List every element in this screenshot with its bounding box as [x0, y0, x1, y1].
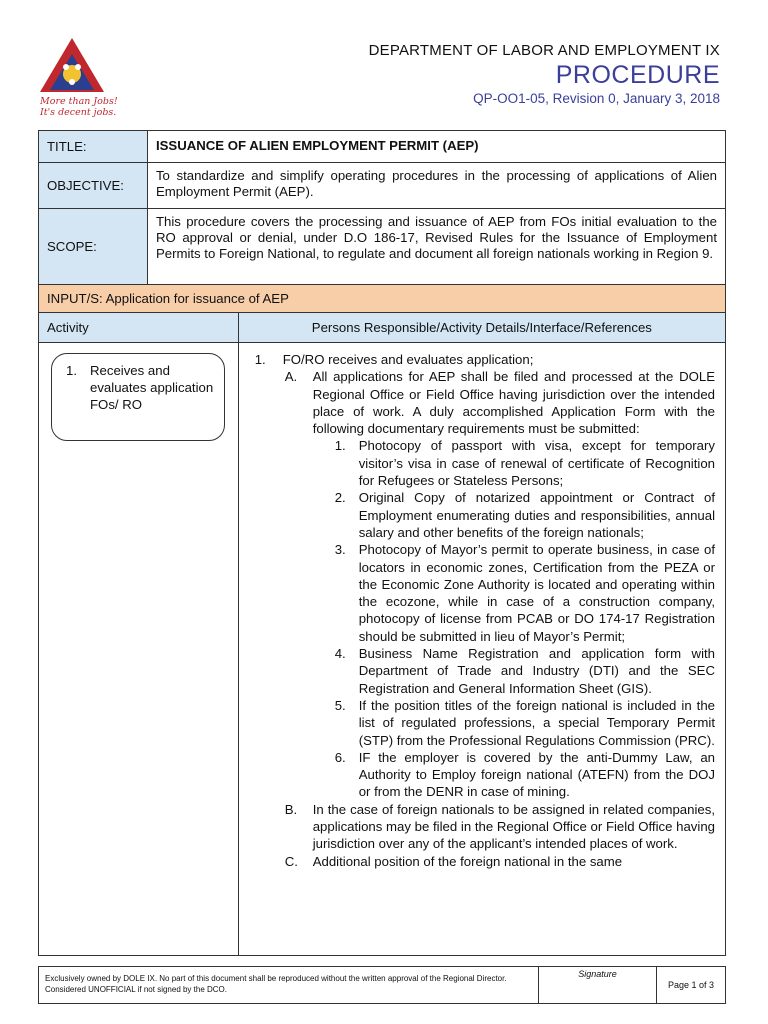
objective-value: To standardize and simplify operating procedures in the processing of applications of Alien Employment Permit (AEP).: [147, 163, 725, 209]
signature-box: Signature: [539, 967, 657, 1003]
page-footer: [38, 966, 726, 1004]
page-number: Page 1 of 3: [667, 980, 715, 990]
item-b: B. In the case of foreign nationals to be assigned in related companies, applications may be filed in the Regional Office or Field Office having jurisdiction over any of the applicant’s intended places of work.: [284, 801, 715, 852]
activity-header: Activity: [39, 313, 239, 343]
objective-label: OBJECTIVE:: [39, 163, 148, 209]
procedure-table: [38, 130, 726, 956]
requirement-item: 5. If the position titles of the foreign national is included in the list of regulated professions, a special Temporary Permit (STP) from the Professional Regulations Commission (PRC).: [334, 697, 715, 748]
details-cell: [238, 343, 725, 956]
ownership-notice: Exclusively owned by DOLE IX. No part of this document shall be reproduced without the written approval of the Regional Director. Considered UNOFFICIAL if not signed by the DCO.: [39, 967, 539, 1003]
activity-cell: [39, 343, 239, 956]
step-1: 1. FO/RO receives and evaluates application;: [254, 352, 534, 367]
document-header: [369, 42, 720, 106]
scope-label: SCOPE:: [39, 209, 148, 285]
title-value: ISSUANCE OF ALIEN EMPLOYMENT PERMIT (AEP): [147, 131, 725, 163]
persons-header: Persons Responsible/Activity Details/Interface/References: [238, 313, 725, 343]
item-a: A. All applications for AEP shall be filed and processed at the DOLE Regional Office or Field Office having jurisdiction over the intended place of work. A duly accomplished Application Form with the following documentary requirements must be submitted:: [284, 369, 715, 437]
title-label: TITLE:: [39, 131, 148, 163]
activity-box: 1. Receives and evaluates application FOs/ RO: [51, 353, 225, 441]
input-row: INPUT/S: Application for issuance of AEP: [39, 285, 726, 313]
document-reference: QP-OO1-05, Revision 0, January 3, 2018: [473, 91, 720, 106]
requirement-item: 1. Photocopy of passport with visa, except for temporary visitor’s visa in case of renewal of certificate of Recognition for Refugees or Stateless Persons;: [334, 438, 715, 489]
document-type: PROCEDURE: [555, 61, 720, 89]
item-c: C. Additional position of the foreign national in the same: [284, 853, 623, 869]
requirement-item: 4. Business Name Registration and application form with Department of Trade and Industry (DTI) and the SEC Registration and General Information Sheet (GIS).: [334, 646, 715, 696]
logo-tagline: More than Jobs! It's decent jobs.: [40, 96, 118, 118]
requirement-item: 2. Original Copy of notarized appointment or Contract of Employment enumerating duties and responsibilities, annual salary and other benefits of the foreign nationals;: [334, 490, 715, 540]
requirement-item: 3. Photocopy of Mayor’s permit to operate business, in case of locators in economic zones, Certification from the PEZA or the Economic Zone Authority is located and operating within the ecozone, while in case of a construction company, photocopy of license from PCAB or DO 174-17 Registration should be submitted in lieu of Mayor’s Permit;: [334, 542, 715, 644]
department-name: DEPARTMENT OF LABOR AND EMPLOYMENT IX: [368, 42, 720, 59]
scope-value: This procedure covers the processing and issuance of AEP from FOs initial evaluation to the RO approval or denial, under D.O 186-17, Revised Rules for the Issuance of Employment Permits to Foreign National, to regulate and document all foreign nationals working in Region 9.: [147, 209, 725, 285]
requirement-item: 6. IF the employer is covered by the anti-Dummy Law, an Authority to Employ foreign national (ATEFN) from the DOJ or from the DENR in case of mining.: [334, 749, 715, 800]
